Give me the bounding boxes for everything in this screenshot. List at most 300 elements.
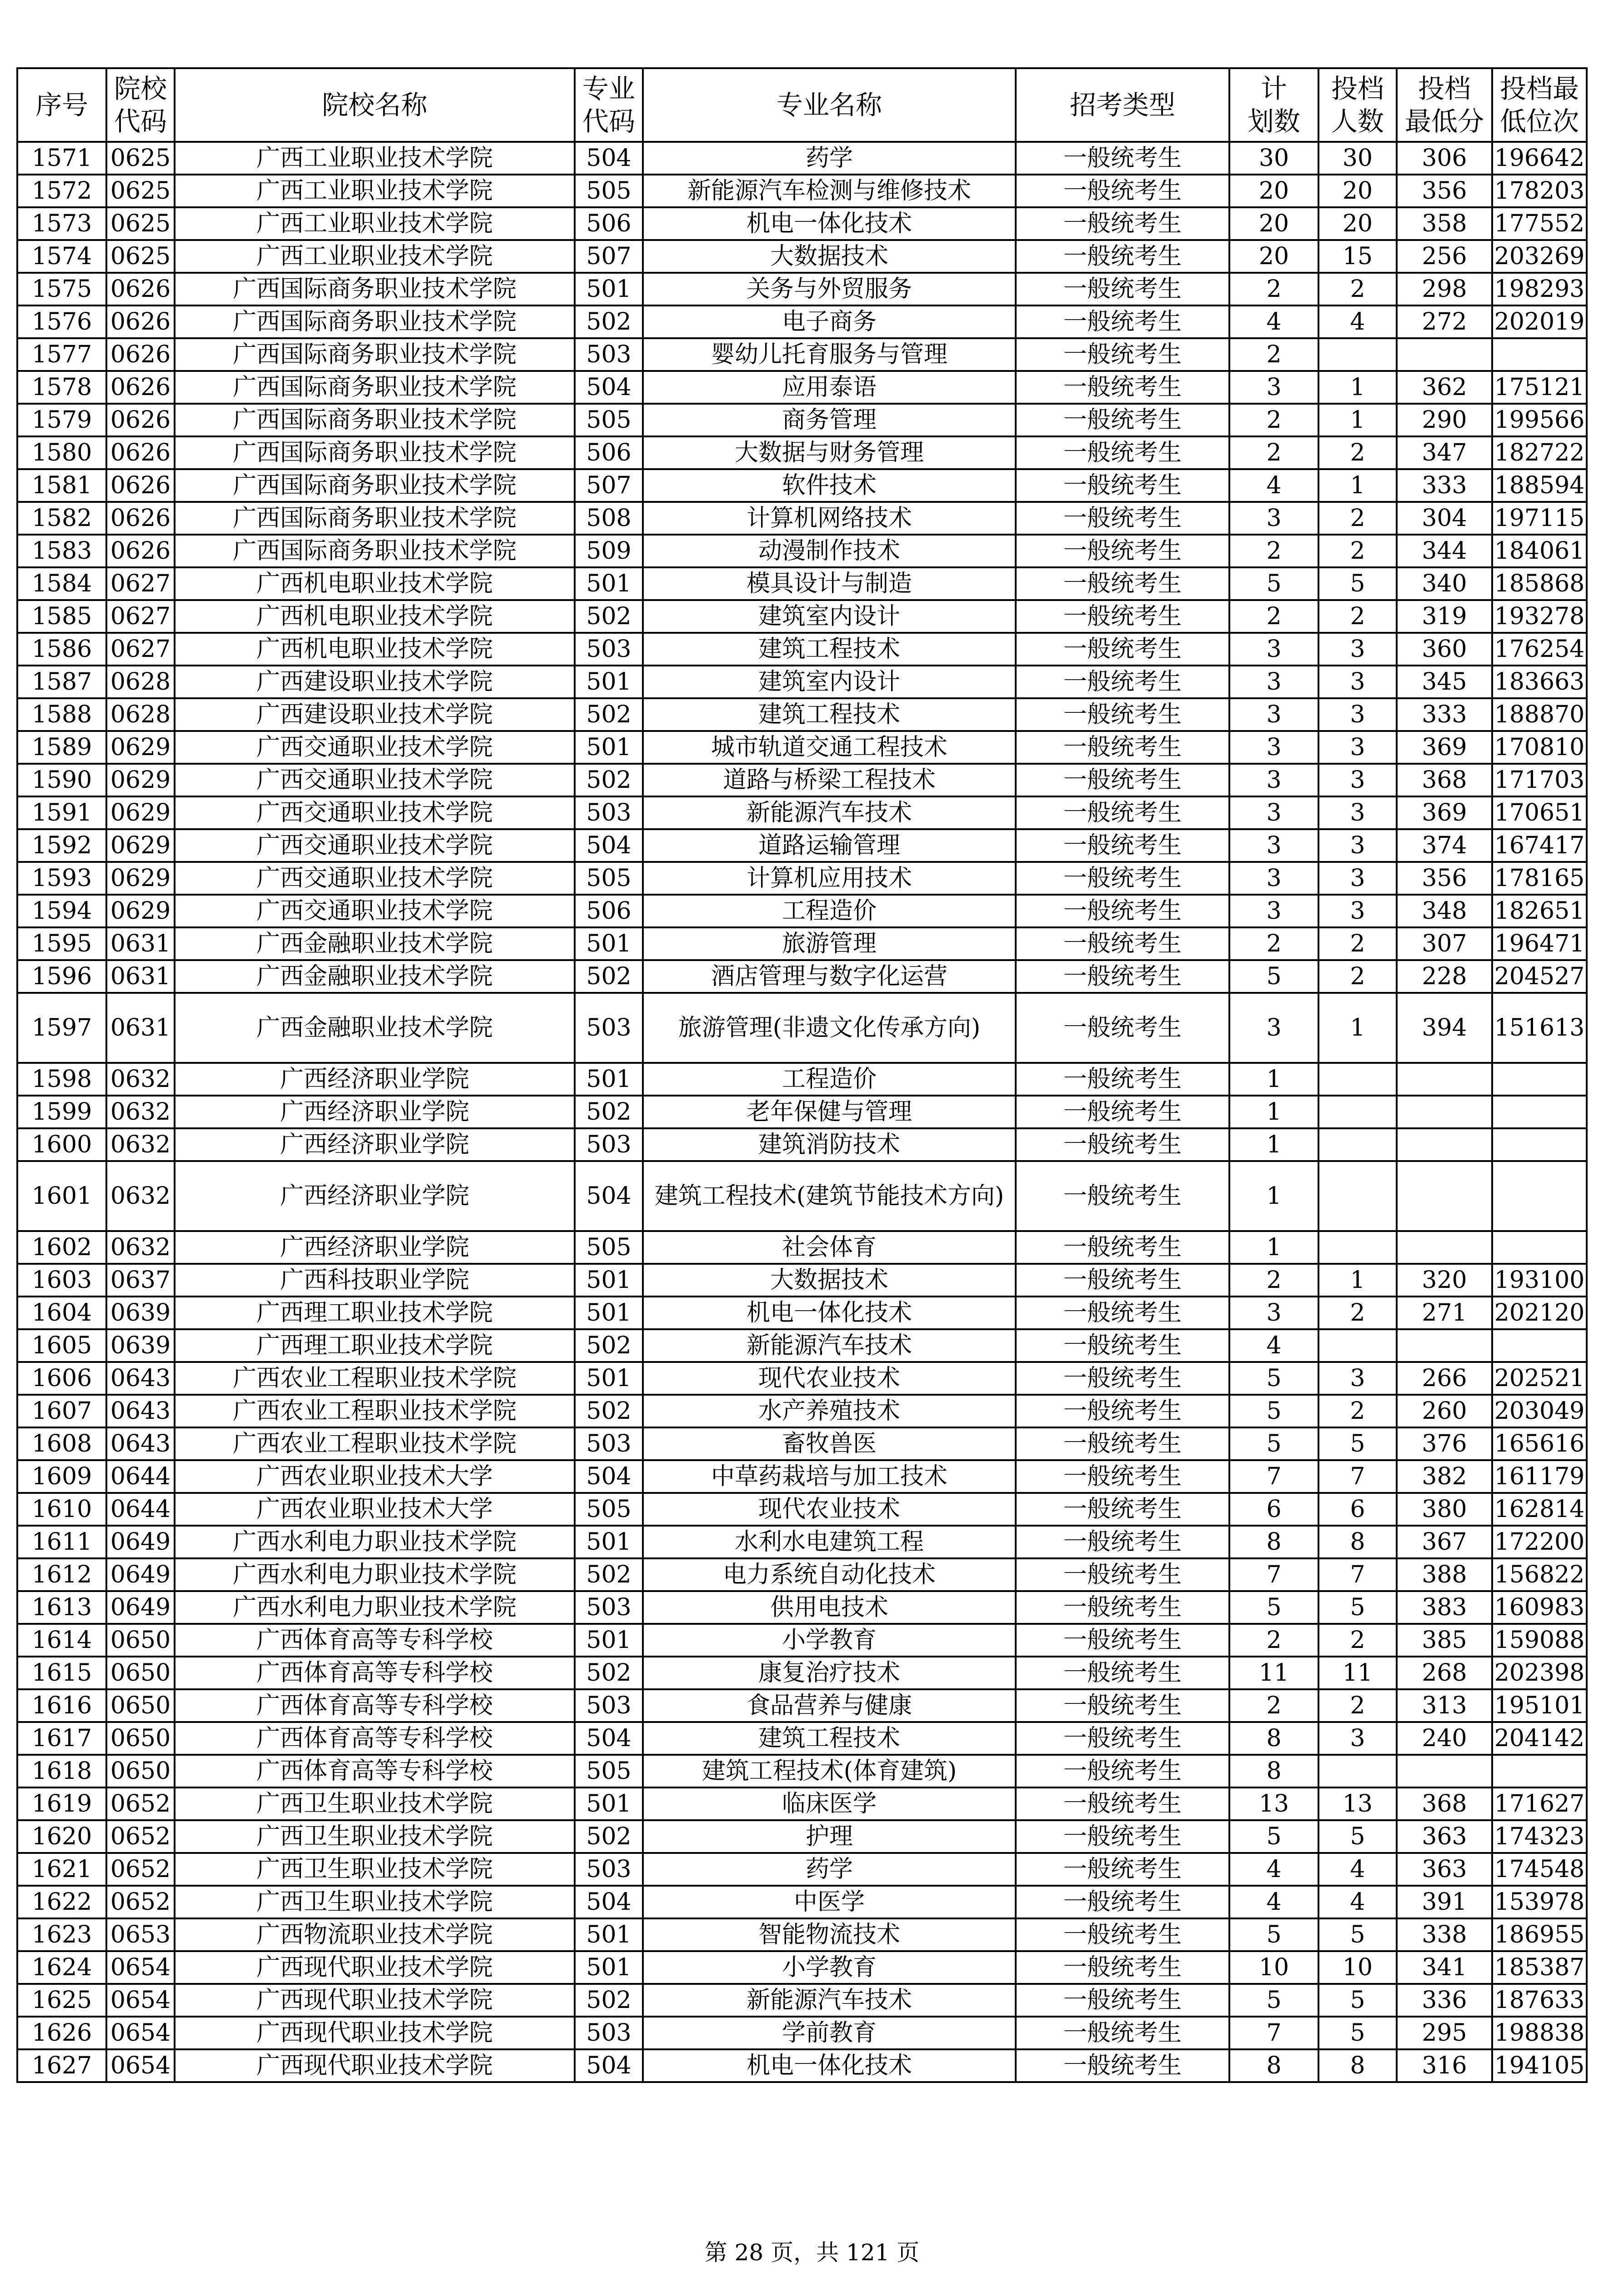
cell-seq: 1624	[17, 1951, 106, 1984]
cell-school-code: 0632	[106, 1096, 175, 1128]
cell-school-name: 广西建设职业技术学院	[175, 698, 575, 731]
cell-school-name: 广西农业工程职业技术学院	[175, 1362, 575, 1395]
cell-seq: 1601	[17, 1161, 106, 1231]
cell-major-name: 电力系统自动化技术	[643, 1558, 1016, 1591]
cell-major-name: 新能源汽车技术	[643, 1984, 1016, 2017]
cell-seq: 1596	[17, 960, 106, 993]
cell-seq: 1627	[17, 2049, 106, 2082]
cell-exam-type: 一般统考生	[1016, 338, 1229, 371]
cell-school-code: 0625	[106, 175, 175, 207]
table-row	[17, 1689, 1587, 1722]
cell-school-name: 广西国际商务职业技术学院	[175, 535, 575, 567]
header-admitted: 投档 人数	[1318, 68, 1397, 142]
cell-min-rank: 203049	[1492, 1395, 1587, 1427]
cell-school-name: 广西理工职业技术学院	[175, 1329, 575, 1362]
cell-major-code: 502	[575, 1657, 643, 1689]
cell-min-rank: 151613	[1492, 993, 1587, 1063]
cell-seq: 1579	[17, 404, 106, 436]
cell-exam-type: 一般统考生	[1016, 633, 1229, 666]
cell-seq: 1587	[17, 666, 106, 698]
cell-admitted: 3	[1318, 764, 1397, 796]
cell-plan: 6	[1229, 1493, 1318, 1526]
cell-major-name: 计算机应用技术	[643, 862, 1016, 895]
cell-major-code: 501	[575, 1624, 643, 1657]
cell-major-name: 建筑工程技术(建筑节能技术方向)	[643, 1161, 1016, 1231]
cell-admitted: 3	[1318, 1362, 1397, 1395]
cell-seq: 1583	[17, 535, 106, 567]
cell-exam-type: 一般统考生	[1016, 1591, 1229, 1624]
cell-school-name: 广西经济职业学院	[175, 1128, 575, 1161]
cell-school-code: 0626	[106, 338, 175, 371]
cell-school-code: 0650	[106, 1624, 175, 1657]
cell-min-rank: 202120	[1492, 1297, 1587, 1329]
cell-school-name: 广西国际商务职业技术学院	[175, 371, 575, 404]
cell-school-name: 广西工业职业技术学院	[175, 207, 575, 240]
cell-min-rank: 178203	[1492, 175, 1587, 207]
table-row	[17, 1886, 1587, 1918]
cell-major-code: 501	[575, 1918, 643, 1951]
cell-min-rank: 182722	[1492, 436, 1587, 469]
cell-major-code: 504	[575, 1460, 643, 1493]
cell-min-score	[1397, 338, 1492, 371]
cell-min-score	[1397, 1063, 1492, 1096]
cell-school-name: 广西体育高等专科学校	[175, 1657, 575, 1689]
table-row	[17, 142, 1587, 175]
cell-school-name: 广西水利电力职业技术学院	[175, 1526, 575, 1558]
cell-min-score	[1397, 1161, 1492, 1231]
cell-exam-type: 一般统考生	[1016, 1689, 1229, 1722]
cell-major-code: 501	[575, 1526, 643, 1558]
cell-exam-type: 一般统考生	[1016, 305, 1229, 338]
cell-major-code: 502	[575, 764, 643, 796]
cell-min-score: 341	[1397, 1951, 1492, 1984]
cell-admitted: 2	[1318, 535, 1397, 567]
table-row	[17, 1591, 1587, 1624]
cell-exam-type: 一般统考生	[1016, 1427, 1229, 1460]
cell-admitted: 3	[1318, 796, 1397, 829]
cell-school-code: 0626	[106, 273, 175, 305]
cell-school-code: 0629	[106, 862, 175, 895]
table-row	[17, 600, 1587, 633]
cell-seq: 1584	[17, 567, 106, 600]
cell-plan: 3	[1229, 731, 1318, 764]
cell-admitted: 6	[1318, 1493, 1397, 1526]
cell-plan: 3	[1229, 895, 1318, 927]
cell-major-name: 中草药栽培与加工技术	[643, 1460, 1016, 1493]
cell-min-score: 367	[1397, 1526, 1492, 1558]
cell-major-code: 501	[575, 1297, 643, 1329]
cell-major-name: 模具设计与制造	[643, 567, 1016, 600]
cell-plan: 3	[1229, 993, 1318, 1063]
cell-seq: 1615	[17, 1657, 106, 1689]
cell-school-code: 0629	[106, 895, 175, 927]
table-row	[17, 1853, 1587, 1886]
cell-school-code: 0627	[106, 567, 175, 600]
cell-min-score: 363	[1397, 1853, 1492, 1886]
cell-major-name: 学前教育	[643, 2017, 1016, 2049]
cell-exam-type: 一般统考生	[1016, 895, 1229, 927]
cell-min-score: 266	[1397, 1362, 1492, 1395]
cell-school-code: 0652	[106, 1787, 175, 1820]
cell-seq: 1618	[17, 1755, 106, 1787]
cell-min-rank: 194105	[1492, 2049, 1587, 2082]
table-row	[17, 1526, 1587, 1558]
cell-exam-type: 一般统考生	[1016, 469, 1229, 502]
cell-min-score: 228	[1397, 960, 1492, 993]
cell-min-rank: 175121	[1492, 371, 1587, 404]
cell-exam-type: 一般统考生	[1016, 502, 1229, 535]
cell-major-name: 大数据技术	[643, 1264, 1016, 1297]
cell-seq: 1574	[17, 240, 106, 273]
cell-school-code: 0643	[106, 1395, 175, 1427]
cell-exam-type: 一般统考生	[1016, 1395, 1229, 1427]
cell-school-name: 广西工业职业技术学院	[175, 240, 575, 273]
table-row	[17, 960, 1587, 993]
cell-school-name: 广西经济职业学院	[175, 1161, 575, 1231]
cell-min-rank: 156822	[1492, 1558, 1587, 1591]
cell-min-rank: 178165	[1492, 862, 1587, 895]
cell-min-rank: 202398	[1492, 1657, 1587, 1689]
cell-school-name: 广西国际商务职业技术学院	[175, 404, 575, 436]
cell-admitted: 3	[1318, 862, 1397, 895]
cell-min-rank: 198838	[1492, 2017, 1587, 2049]
cell-min-rank: 203269	[1492, 240, 1587, 273]
cell-school-code: 0626	[106, 502, 175, 535]
cell-school-code: 0626	[106, 469, 175, 502]
cell-admitted: 3	[1318, 666, 1397, 698]
cell-major-code: 504	[575, 1722, 643, 1755]
cell-plan: 3	[1229, 666, 1318, 698]
cell-major-code: 501	[575, 731, 643, 764]
cell-major-name: 水利水电建筑工程	[643, 1526, 1016, 1558]
cell-min-score: 313	[1397, 1689, 1492, 1722]
cell-school-code: 0654	[106, 1984, 175, 2017]
table-row	[17, 1128, 1587, 1161]
cell-major-code: 503	[575, 1128, 643, 1161]
cell-admitted: 5	[1318, 2017, 1397, 2049]
cell-min-rank	[1492, 1096, 1587, 1128]
cell-min-score: 380	[1397, 1493, 1492, 1526]
cell-min-score: 298	[1397, 273, 1492, 305]
cell-min-score: 382	[1397, 1460, 1492, 1493]
table-row	[17, 371, 1587, 404]
table-row	[17, 1460, 1587, 1493]
cell-seq: 1606	[17, 1362, 106, 1395]
table-row	[17, 404, 1587, 436]
table-row	[17, 338, 1587, 371]
cell-major-code: 501	[575, 567, 643, 600]
cell-plan: 3	[1229, 862, 1318, 895]
table-row	[17, 1624, 1587, 1657]
cell-exam-type: 一般统考生	[1016, 240, 1229, 273]
cell-seq: 1603	[17, 1264, 106, 1297]
cell-school-code: 0625	[106, 207, 175, 240]
header-min-rank: 投档最 低位次	[1492, 68, 1587, 142]
cell-exam-type: 一般统考生	[1016, 731, 1229, 764]
cell-seq: 1626	[17, 2017, 106, 2049]
cell-major-code: 503	[575, 993, 643, 1063]
cell-major-code: 502	[575, 1558, 643, 1591]
cell-seq: 1597	[17, 993, 106, 1063]
cell-min-score: 338	[1397, 1918, 1492, 1951]
cell-plan: 2	[1229, 535, 1318, 567]
cell-major-code: 503	[575, 1853, 643, 1886]
cell-plan: 7	[1229, 1558, 1318, 1591]
cell-exam-type: 一般统考生	[1016, 764, 1229, 796]
cell-admitted: 20	[1318, 207, 1397, 240]
cell-admitted: 30	[1318, 142, 1397, 175]
cell-admitted: 2	[1318, 927, 1397, 960]
cell-exam-type: 一般统考生	[1016, 1526, 1229, 1558]
cell-major-name: 旅游管理(非遗文化传承方向)	[643, 993, 1016, 1063]
cell-plan: 1	[1229, 1063, 1318, 1096]
table-row	[17, 764, 1587, 796]
cell-major-code: 501	[575, 1951, 643, 1984]
cell-school-name: 广西金融职业技术学院	[175, 960, 575, 993]
cell-school-code: 0650	[106, 1722, 175, 1755]
cell-min-score: 316	[1397, 2049, 1492, 2082]
cell-min-score: 368	[1397, 1787, 1492, 1820]
table-row	[17, 993, 1587, 1063]
cell-plan: 5	[1229, 1395, 1318, 1427]
cell-major-name: 畜牧兽医	[643, 1427, 1016, 1460]
cell-major-code: 505	[575, 175, 643, 207]
cell-admitted: 5	[1318, 1820, 1397, 1853]
cell-major-name: 社会体育	[643, 1231, 1016, 1264]
table-row	[17, 1329, 1587, 1362]
cell-major-code: 503	[575, 1689, 643, 1722]
cell-plan: 8	[1229, 1722, 1318, 1755]
cell-school-name: 广西国际商务职业技术学院	[175, 436, 575, 469]
cell-major-code: 501	[575, 273, 643, 305]
cell-major-name: 康复治疗技术	[643, 1657, 1016, 1689]
cell-major-name: 婴幼儿托育服务与管理	[643, 338, 1016, 371]
cell-school-code: 0632	[106, 1161, 175, 1231]
cell-admitted: 20	[1318, 175, 1397, 207]
cell-major-code: 505	[575, 862, 643, 895]
cell-min-score	[1397, 1128, 1492, 1161]
cell-plan: 3	[1229, 633, 1318, 666]
cell-major-code: 506	[575, 207, 643, 240]
cell-min-score: 320	[1397, 1264, 1492, 1297]
cell-admitted: 15	[1318, 240, 1397, 273]
cell-school-name: 广西金融职业技术学院	[175, 993, 575, 1063]
cell-school-name: 广西物流职业技术学院	[175, 1918, 575, 1951]
table-row	[17, 1395, 1587, 1427]
cell-major-name: 现代农业技术	[643, 1362, 1016, 1395]
cell-min-rank: 185387	[1492, 1951, 1587, 1984]
table-row	[17, 1063, 1587, 1096]
table-row	[17, 1787, 1587, 1820]
cell-min-rank: 193278	[1492, 600, 1587, 633]
cell-min-score: 356	[1397, 862, 1492, 895]
cell-plan: 5	[1229, 1591, 1318, 1624]
cell-plan: 8	[1229, 1755, 1318, 1787]
header-min-score: 投档 最低分	[1397, 68, 1492, 142]
cell-school-code: 0631	[106, 993, 175, 1063]
cell-seq: 1621	[17, 1853, 106, 1886]
cell-seq: 1591	[17, 796, 106, 829]
table-row	[17, 796, 1587, 829]
cell-major-code: 502	[575, 305, 643, 338]
cell-major-name: 水产养殖技术	[643, 1395, 1016, 1427]
cell-school-code: 0626	[106, 305, 175, 338]
cell-seq: 1582	[17, 502, 106, 535]
cell-exam-type: 一般统考生	[1016, 436, 1229, 469]
cell-exam-type: 一般统考生	[1016, 960, 1229, 993]
cell-major-name: 商务管理	[643, 404, 1016, 436]
cell-school-code: 0650	[106, 1689, 175, 1722]
cell-major-code: 502	[575, 1329, 643, 1362]
table-row	[17, 240, 1587, 273]
cell-school-code: 0654	[106, 1951, 175, 1984]
cell-seq: 1576	[17, 305, 106, 338]
cell-exam-type: 一般统考生	[1016, 207, 1229, 240]
cell-min-rank: 176254	[1492, 633, 1587, 666]
cell-major-name: 大数据与财务管理	[643, 436, 1016, 469]
cell-seq: 1620	[17, 1820, 106, 1853]
cell-exam-type: 一般统考生	[1016, 142, 1229, 175]
table-row	[17, 436, 1587, 469]
cell-seq: 1589	[17, 731, 106, 764]
table-row	[17, 207, 1587, 240]
cell-major-name: 建筑消防技术	[643, 1128, 1016, 1161]
cell-school-code: 0628	[106, 666, 175, 698]
cell-admitted: 3	[1318, 731, 1397, 764]
cell-seq: 1610	[17, 1493, 106, 1526]
cell-major-name: 新能源汽车检测与维修技术	[643, 175, 1016, 207]
cell-plan: 20	[1229, 240, 1318, 273]
cell-plan: 4	[1229, 1886, 1318, 1918]
cell-school-name: 广西卫生职业技术学院	[175, 1820, 575, 1853]
cell-exam-type: 一般统考生	[1016, 1984, 1229, 2017]
cell-min-score: 333	[1397, 469, 1492, 502]
cell-min-score: 388	[1397, 1558, 1492, 1591]
cell-seq: 1604	[17, 1297, 106, 1329]
cell-min-score: 348	[1397, 895, 1492, 927]
cell-major-code: 508	[575, 502, 643, 535]
header-major-name: 专业名称	[643, 68, 1016, 142]
cell-admitted: 2	[1318, 960, 1397, 993]
cell-admitted: 3	[1318, 633, 1397, 666]
cell-exam-type: 一般统考生	[1016, 829, 1229, 862]
cell-exam-type: 一般统考生	[1016, 1624, 1229, 1657]
table-row	[17, 273, 1587, 305]
cell-major-name: 关务与外贸服务	[643, 273, 1016, 305]
cell-seq: 1608	[17, 1427, 106, 1460]
cell-exam-type: 一般统考生	[1016, 535, 1229, 567]
cell-admitted: 5	[1318, 1984, 1397, 2017]
table-row	[17, 1096, 1587, 1128]
cell-exam-type: 一般统考生	[1016, 796, 1229, 829]
cell-school-name: 广西建设职业技术学院	[175, 666, 575, 698]
cell-seq: 1593	[17, 862, 106, 895]
cell-exam-type: 一般统考生	[1016, 1918, 1229, 1951]
cell-school-code: 0643	[106, 1362, 175, 1395]
cell-school-code: 0629	[106, 829, 175, 862]
cell-min-score: 306	[1397, 142, 1492, 175]
cell-plan: 2	[1229, 1264, 1318, 1297]
cell-major-code: 505	[575, 1755, 643, 1787]
table-row	[17, 1820, 1587, 1853]
cell-major-name: 机电一体化技术	[643, 207, 1016, 240]
cell-school-code: 0629	[106, 796, 175, 829]
cell-major-name: 建筑工程技术(体育建筑)	[643, 1755, 1016, 1787]
cell-school-name: 广西农业职业技术大学	[175, 1460, 575, 1493]
cell-exam-type: 一般统考生	[1016, 1264, 1229, 1297]
cell-min-score: 260	[1397, 1395, 1492, 1427]
cell-major-code: 502	[575, 698, 643, 731]
cell-min-score: 356	[1397, 175, 1492, 207]
cell-exam-type: 一般统考生	[1016, 1755, 1229, 1787]
cell-plan: 2	[1229, 600, 1318, 633]
cell-admitted: 11	[1318, 1657, 1397, 1689]
cell-school-name: 广西水利电力职业技术学院	[175, 1558, 575, 1591]
cell-major-name: 供用电技术	[643, 1591, 1016, 1624]
cell-admitted: 3	[1318, 698, 1397, 731]
cell-seq: 1607	[17, 1395, 106, 1427]
cell-major-name: 软件技术	[643, 469, 1016, 502]
cell-school-code: 0644	[106, 1460, 175, 1493]
cell-school-name: 广西卫生职业技术学院	[175, 1853, 575, 1886]
cell-major-code: 504	[575, 2049, 643, 2082]
header-row	[17, 68, 1587, 142]
cell-admitted	[1318, 1096, 1397, 1128]
cell-major-name: 食品营养与健康	[643, 1689, 1016, 1722]
cell-school-name: 广西交通职业技术学院	[175, 731, 575, 764]
cell-min-score: 272	[1397, 305, 1492, 338]
cell-school-code: 0626	[106, 371, 175, 404]
cell-admitted: 1	[1318, 404, 1397, 436]
cell-plan: 8	[1229, 2049, 1318, 2082]
cell-min-score: 394	[1397, 993, 1492, 1063]
cell-exam-type: 一般统考生	[1016, 1096, 1229, 1128]
cell-plan: 2	[1229, 273, 1318, 305]
cell-school-code: 0625	[106, 240, 175, 273]
cell-min-score: 360	[1397, 633, 1492, 666]
cell-major-code: 502	[575, 1984, 643, 2017]
cell-school-name: 广西农业职业技术大学	[175, 1493, 575, 1526]
cell-school-name: 广西经济职业学院	[175, 1231, 575, 1264]
cell-admitted	[1318, 338, 1397, 371]
cell-admitted: 3	[1318, 829, 1397, 862]
cell-seq: 1598	[17, 1063, 106, 1096]
cell-seq: 1622	[17, 1886, 106, 1918]
cell-school-name: 广西现代职业技术学院	[175, 2017, 575, 2049]
table-row	[17, 1558, 1587, 1591]
cell-school-name: 广西卫生职业技术学院	[175, 1886, 575, 1918]
cell-seq: 1611	[17, 1526, 106, 1558]
cell-min-rank: 174323	[1492, 1820, 1587, 1853]
cell-school-name: 广西体育高等专科学校	[175, 1624, 575, 1657]
cell-school-name: 广西理工职业技术学院	[175, 1297, 575, 1329]
cell-plan: 5	[1229, 1820, 1318, 1853]
cell-min-score	[1397, 1329, 1492, 1362]
cell-min-score: 376	[1397, 1427, 1492, 1460]
cell-admitted	[1318, 1063, 1397, 1096]
cell-min-rank: 187633	[1492, 1984, 1587, 2017]
header-major-code: 专业 代码	[575, 68, 643, 142]
cell-admitted	[1318, 1329, 1397, 1362]
cell-admitted	[1318, 1755, 1397, 1787]
table-row	[17, 502, 1587, 535]
cell-school-name: 广西农业工程职业技术学院	[175, 1427, 575, 1460]
cell-min-score	[1397, 1096, 1492, 1128]
cell-school-code: 0629	[106, 731, 175, 764]
cell-major-code: 503	[575, 796, 643, 829]
cell-major-code: 503	[575, 633, 643, 666]
cell-seq: 1613	[17, 1591, 106, 1624]
